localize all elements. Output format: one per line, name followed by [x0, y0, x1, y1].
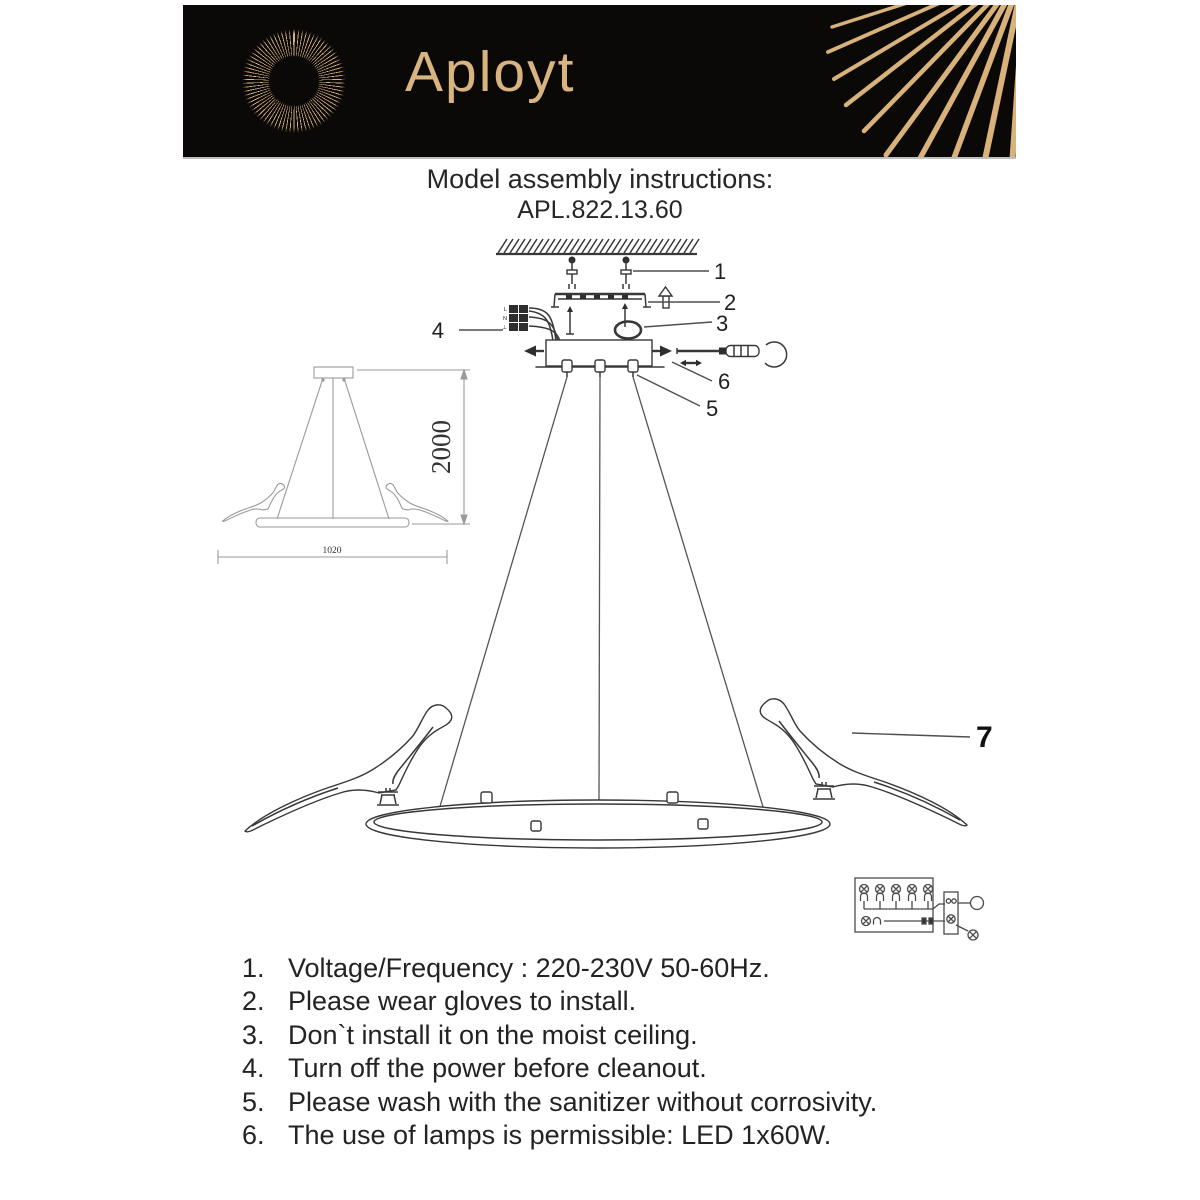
safety-hook: [566, 303, 728, 339]
item-number: 6.: [242, 1120, 265, 1151]
list-item: [238, 1052, 1028, 1085]
item-number: 3.: [242, 1019, 265, 1050]
part-label-3: 3: [716, 311, 729, 336]
instruction-list: [238, 952, 1028, 1152]
terminal-mark-n: N: [503, 316, 507, 322]
part-label-2: 2: [724, 290, 737, 315]
item-number: 5.: [242, 1086, 265, 1117]
page-title: Model assembly instructions:: [426, 164, 774, 194]
part-label-5: 5: [706, 396, 719, 421]
suspension-wires: [433, 377, 770, 830]
mounting-bracket: [551, 287, 736, 315]
list-item: [238, 952, 1028, 985]
part-label-4: 4: [431, 318, 444, 343]
terminal-block: [432, 305, 560, 343]
item-number: 4.: [242, 1053, 265, 1084]
part-label-6: 6: [718, 369, 731, 394]
item-text: Don`t install it on the moist ceiling.: [288, 1019, 698, 1050]
item-text: Turn off the power before cleanout.: [288, 1053, 707, 1084]
screwdriver-icon: [672, 342, 787, 394]
item-text: Please wash with the sanitizer without corrosivity.: [288, 1086, 878, 1117]
up-arrow-icon: [659, 287, 672, 308]
item-number: 1.: [242, 953, 265, 983]
side-view-diagram: [218, 367, 470, 564]
item-number: 2.: [242, 986, 265, 1017]
double-arrow-icon: [680, 360, 702, 366]
part-label-7: 7: [976, 721, 993, 754]
list-item: [238, 1086, 1028, 1119]
circlip-icon: [765, 342, 787, 367]
terminal-mark-pe: ⊥: [502, 325, 507, 331]
item-text: Voltage/Frequency : 220-230V 50-60Hz.: [288, 953, 770, 983]
list-item: [238, 985, 1028, 1018]
item-text: The use of lamps is permissible: LED 1x60W.: [288, 1120, 832, 1151]
height-dimension: 2000: [426, 420, 456, 474]
terminal-mark-l: L: [503, 307, 507, 313]
anchor-screws: [567, 257, 726, 290]
ceiling-hatch: [496, 239, 699, 254]
item-text: Please wear gloves to install.: [288, 986, 637, 1017]
brand-name: Aployt: [405, 40, 576, 104]
list-item: [238, 1119, 1028, 1152]
right-bird-figure: [760, 699, 967, 826]
width-dimension: 1020: [322, 546, 342, 556]
list-item: [238, 1019, 1028, 1052]
wiring-diagram: [855, 878, 984, 940]
part-label-1: 1: [714, 259, 727, 284]
model-number: APL.822.13.60: [517, 196, 683, 224]
